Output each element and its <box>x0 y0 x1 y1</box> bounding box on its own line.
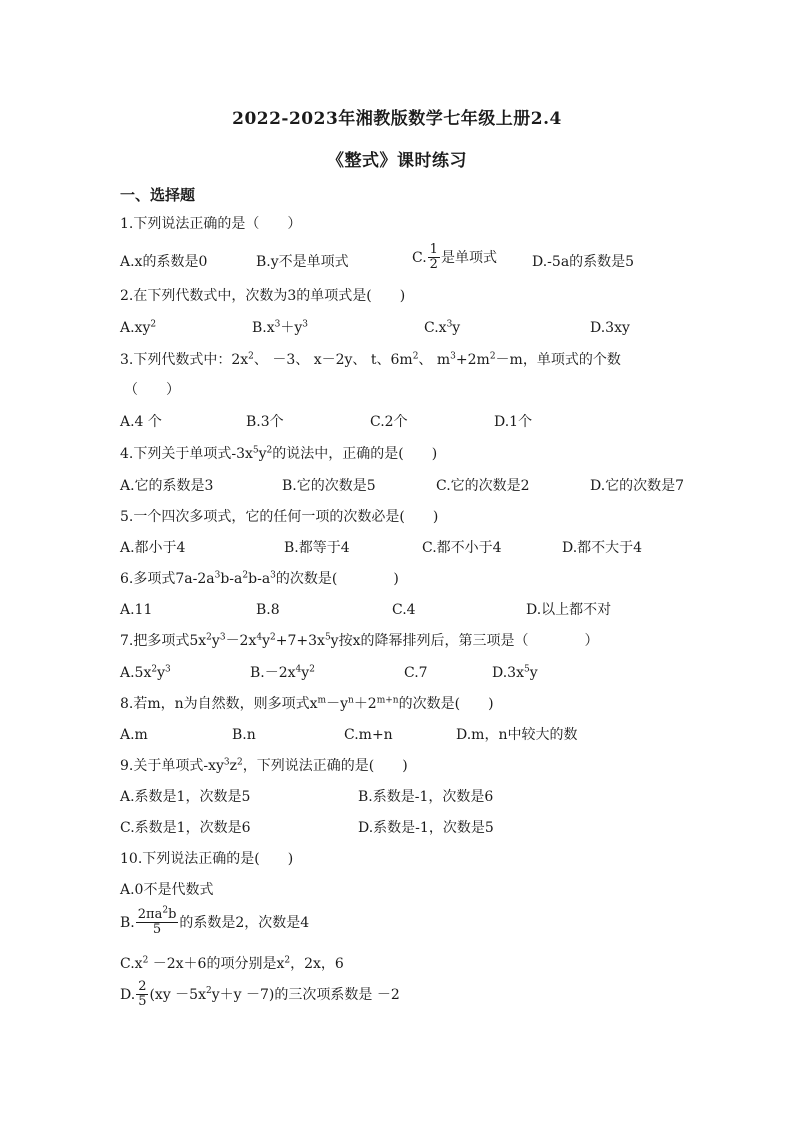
q6-option-a: A.11 <box>120 602 153 618</box>
q10-option-b: B. $\frac{2\pi a^2b}{5}$ 的系数是2，次数是4 <box>120 905 310 938</box>
q3-option-c: C.2个 <box>370 414 408 430</box>
question-7-stem: 7.把多项式$5x^2y^3-2x^4y^2+7+3x^5y$按x的降幂排列后，第三项是（ ） <box>120 632 599 649</box>
q9-option-b: B.系数是-1，次数是6 <box>358 789 494 805</box>
q8-option-a: A.m <box>120 727 148 743</box>
q1-option-a: A.x的系数是0 <box>120 254 208 270</box>
q5-option-d: D.都不大于4 <box>562 540 643 556</box>
doc-title: 2022-2023年湘教版数学七年级上册2.4 <box>232 109 562 129</box>
q2-option-b: $B.x^3+y^3$ <box>252 319 309 336</box>
fraction: $\frac{2\pi a^2b}{5}$ <box>137 905 177 938</box>
question-4-stem: 4.下列关于单项式$-3x^5y^2$的说法中，正确的是( ) <box>120 445 438 462</box>
q7-option-b: $B.-2x^4y^2$ <box>250 664 315 681</box>
q5-option-a: A.都小于4 <box>120 540 186 556</box>
q3-option-b: B.3个 <box>246 414 284 430</box>
question-2-stem: 2.在下列代数式中，次数为3的单项式是( ) <box>120 288 406 304</box>
fraction: $\frac{2}{5}$ <box>138 979 147 1010</box>
q9-option-c: C.系数是1，次数是6 <box>120 820 251 836</box>
section-heading: 一、选择题 <box>120 186 196 204</box>
fraction: $\frac{1}{2}$ <box>429 242 438 273</box>
question-1-stem: 1.下列说法正确的是（ ） <box>120 216 302 232</box>
q10-option-c: $C.x^2 -2x+6$的项分别是$x^2$，2x，6 <box>120 955 344 972</box>
q6-option-b: B.8 <box>256 602 280 618</box>
q1-option-b: B.y不是单项式 <box>256 254 349 270</box>
q3-option-a: A.4 个 <box>120 414 162 430</box>
q9-option-a: A.系数是1，次数是5 <box>120 789 251 805</box>
q5-option-b: B.都等于4 <box>284 540 350 556</box>
q10-option-d: D. $\frac{2}{5}$ $(xy -5x^2y+y -7)$的三次项系数是 －2 <box>120 979 400 1010</box>
q9-option-d: D.系数是-1，次数是5 <box>358 820 494 836</box>
question-8-stem: 8.若m，n为自然数，则多项式$x^m-y^n+2^{m+n}$的次数是( ) <box>120 695 494 712</box>
q7-option-d: $D.3x^5y$ <box>492 664 538 681</box>
q7-option-c: C.7 <box>404 665 428 681</box>
q5-option-c: C.都不小于4 <box>422 540 502 556</box>
q8-option-c: C.m+n <box>344 727 393 743</box>
q4-option-c: C.它的次数是2 <box>436 478 530 494</box>
question-9-stem: 9.关于单项式$-xy^3z^2$，下列说法正确的是( ) <box>120 757 408 774</box>
question-3-stem: 3.下列代数式中：$2x^2$、 －3、 x－2y、 t、$6m^2$、 $m^3+2m^2-m$，单项式的个数 <box>120 351 621 368</box>
q3-option-d: D.1个 <box>494 414 533 430</box>
q4-option-b: B.它的次数是5 <box>282 478 376 494</box>
question-5-stem: 5.一个四次多项式，它的任何一项的次数必是( ) <box>120 509 439 525</box>
q8-option-d: D.m，n中较大的数 <box>456 727 578 743</box>
question-6-stem: 6.多项式$7a-2a^3b-a^2b-a^3$的次数是( ) <box>120 570 399 587</box>
q2-option-d: D.3xy <box>590 320 630 336</box>
q1-option-d: D.-5a的系数是5 <box>532 254 635 270</box>
q10-option-a: A.0不是代数式 <box>120 882 214 898</box>
q8-option-b: B.n <box>232 727 256 743</box>
q6-option-c: C.4 <box>392 602 416 618</box>
q7-option-a: $A.5x^2y^3$ <box>120 664 171 681</box>
q1-option-c: C. $\frac{1}{2}$ 是单项式 <box>412 242 497 273</box>
doc-subtitle: 《整式》课时练习 <box>327 151 467 171</box>
question-3-stem-cont: （ ） <box>124 382 180 398</box>
q4-option-a: A.它的系数是3 <box>120 478 214 494</box>
q6-option-d: D.以上都不对 <box>526 602 612 618</box>
q4-option-d: D.它的次数是7 <box>590 478 685 494</box>
q2-option-c: $C.x^3y$ <box>424 319 461 336</box>
q2-option-a: $A.xy^2$ <box>120 319 157 336</box>
question-10-stem: 10.下列说法正确的是( ) <box>120 851 294 867</box>
